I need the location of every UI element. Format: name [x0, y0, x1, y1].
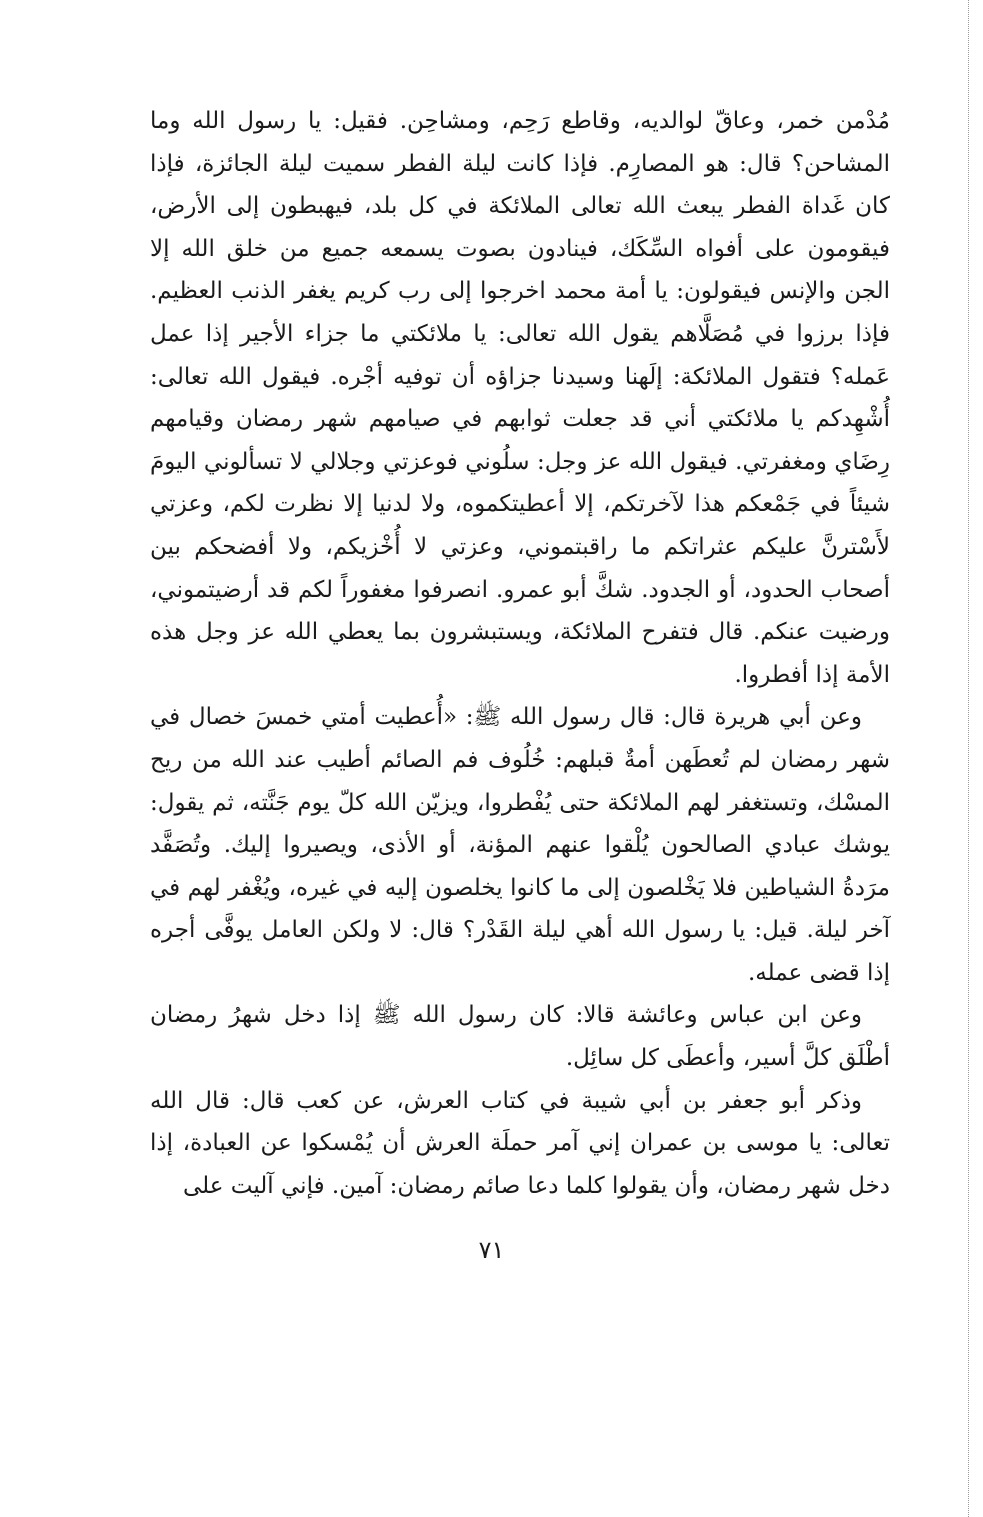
- paragraph-continuation: مُدْمن خمر، وعاقّ لوالديه، وقاطع رَحِم، ومشاحِن. فقيل: يا رسول الله وما المشاحن؟ قال: هو المصارِم. فإذا كانت ليلة الفطر سميت ليلة الجائزة، فإذا كان غَداة الفطر يبعث الله تعالى الملائكة في كل بلد، فيهبطون إلى الأرض، فيقومون على أفواه السِّكَك، فينادون بصوت يسمعه جميع من خلق الله إلا الجن والإنس فيقولون: يا أمة محمد اخرجوا إلى رب كريم يغفر الذنب العظيم. فإذا برزوا في مُصَلَّاهم يقول الله تعالى: يا ملائكتي ما جزاء الأجير إذا عمل عَمله؟ فتقول الملائكة: إلَهنا وسيدنا جزاؤه أن توفيه أجْره. فيقول الله تعالى: أُشْهِدكم يا ملائكتي أني قد جعلت ثوابهم في صيامهم شهر رمضان وقيامهم رِضَاي ومغفرتي. فيقول الله عز وجل: سلُوني فوعزتي وجلالي لا تسألوني اليومَ شيئاً في جَمْعكم هذا لآخرتكم، إلا أعطيتكموه، ولا لدنيا إلا نظرت لكم، وعزتي لأَسْترنَّ عليكم عثراتكم ما راقبتموني، وعزتي لا أُخْزيكم، ولا أفضحكم بين أصحاب الحدود، أو الجدود. شكَّ أبو عمرو. انصرفوا مغفوراً لكم قد أرضيتموني، ورضيت عنكم. قال فتفرح الملائكة، ويستبشرون بما يعطي الله عز وجل هذه الأمة إذا أفطروا.: [150, 108, 890, 688]
- paragraph-ibn-abbas: وعن ابن عباس وعائشة قالا: كان رسول الله ﷺ إذا دخل شهرُ رمضان أطْلَق كلَّ أسير، وأعطَى كل سائِل.: [150, 1002, 890, 1072]
- paragraph-abu-hurayra: وعن أبي هريرة قال: قال رسول الله ﷺ: «أُعطيت أمتي خمسَ خصال في شهر رمضان لم تُعطَهن أمةٌ قبلهم: خُلُوف فم الصائم أطيب عند الله من ريح المسْك، وتستغفر لهم الملائكة حتى يُفْطروا، ويزيّن الله كلّ يوم جَنَّته، ثم يقول: يوشك عبادي الصالحون يُلْقوا عنهم المؤنة، أو الأذى، ويصيروا إليك. وتُصَفَّد مرَدةُ الشياطين فلا يَخْلصون إلى ما كانوا يخلصون إليه في غيره، ويُغْفر لهم في آخر ليلة. قيل: يا رسول الله أهي ليلة القَدْر؟ قال: لا ولكن العامل يوفَّى أجره إذا قضى عمله.: [150, 704, 890, 986]
- paragraph-abu-jafar: وذكر أبو جعفر بن أبي شيبة في كتاب العرش، عن كعب قال: قال الله تعالى: يا موسى بن عمران إني آمر حملَة العرش أن يُمْسكوا عن العبادة، إذا دخل شهر رمضان، وأن يقولوا كلما دعا صائم رمضان: آمين. فإني آليت على: [150, 1087, 890, 1199]
- page-number: ٧١: [478, 1236, 505, 1264]
- body-text: [150, 100, 890, 1207]
- binding-edge-divider: [968, 0, 969, 1517]
